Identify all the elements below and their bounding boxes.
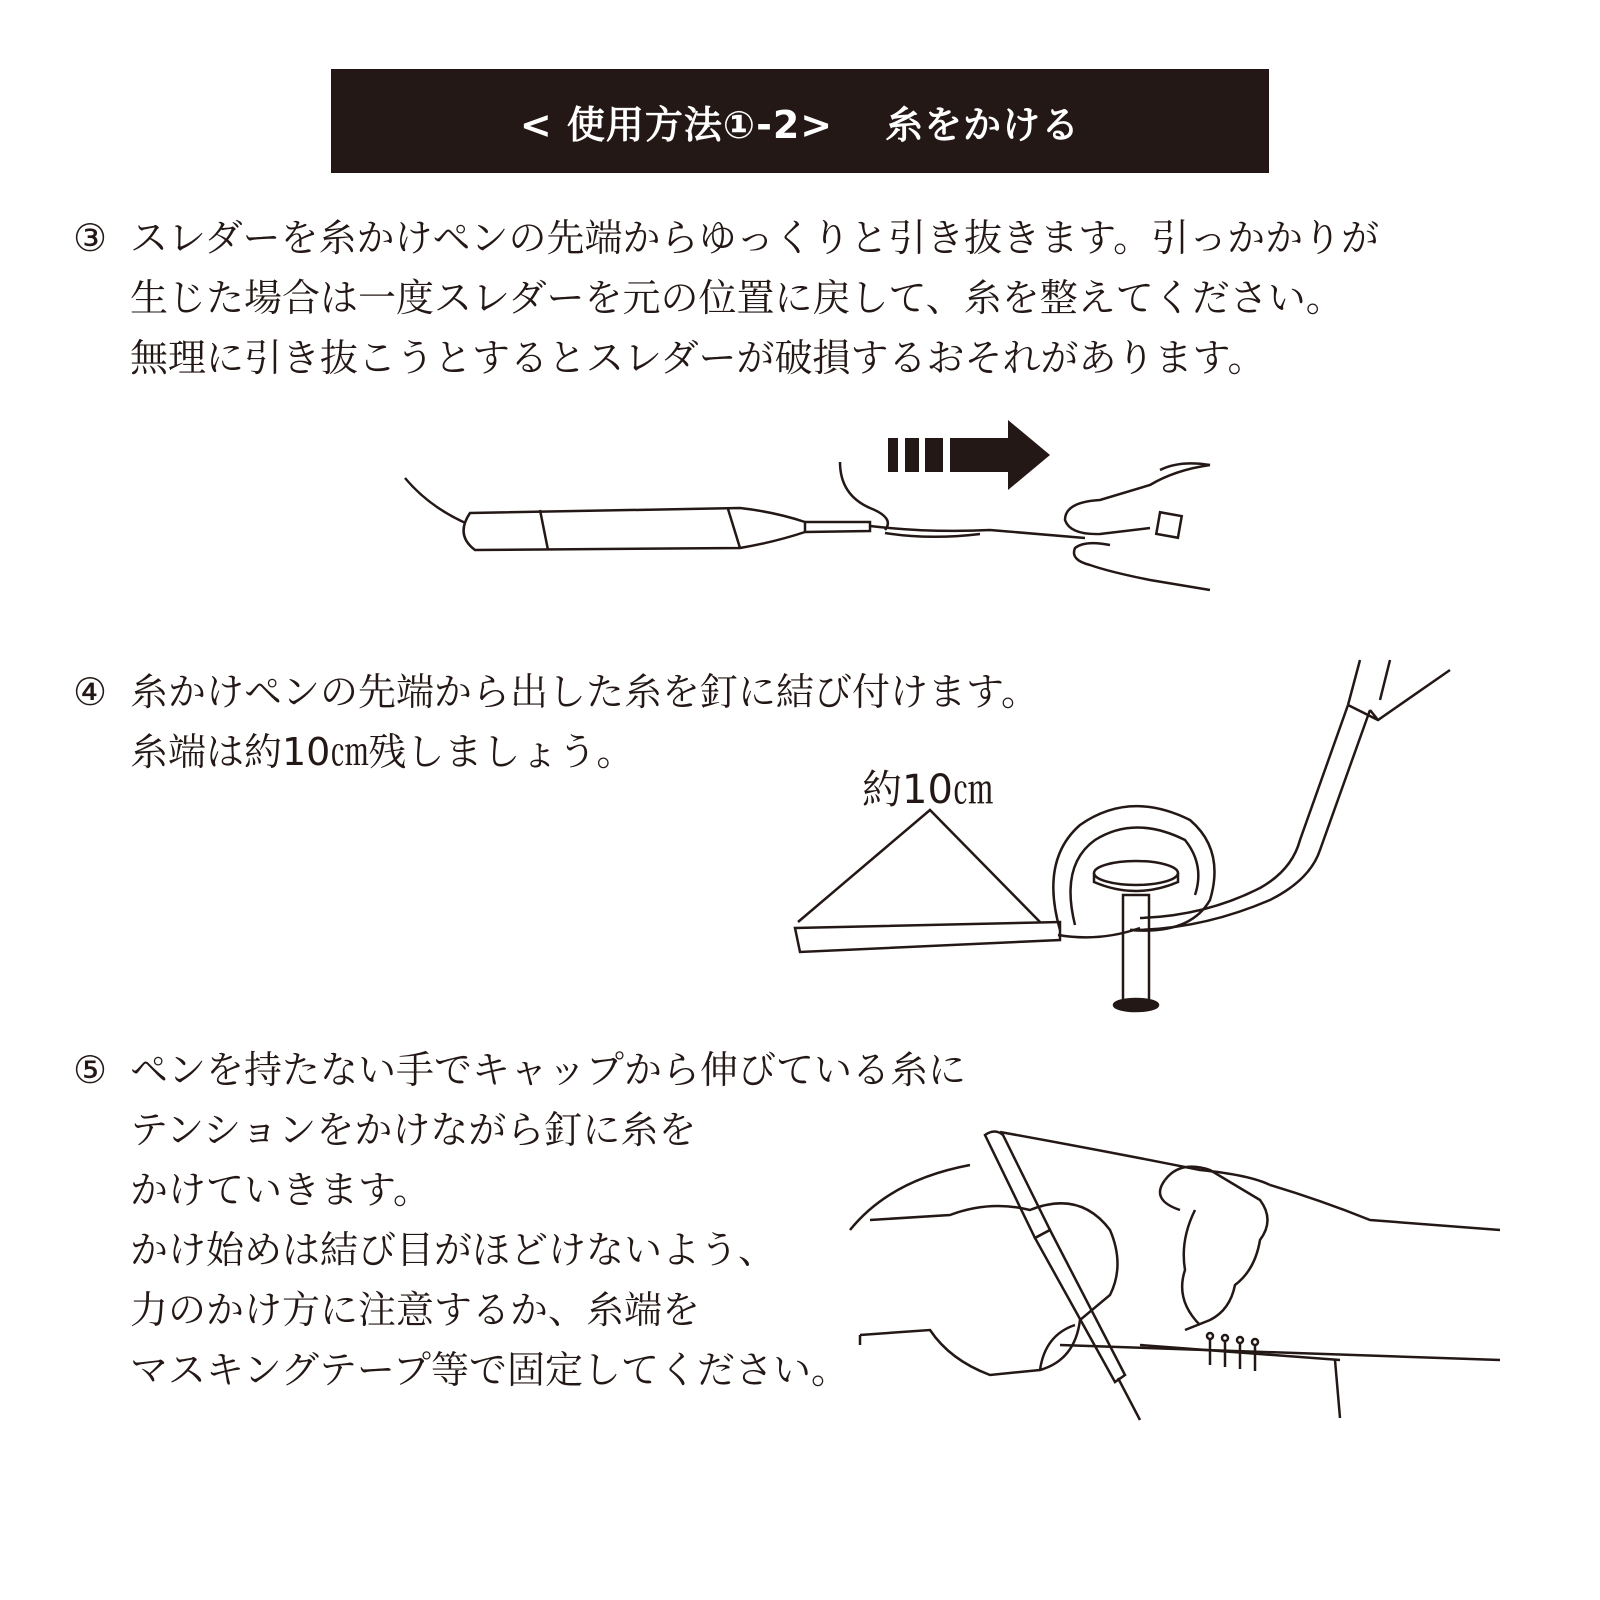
hand-icon [850,1165,1118,1375]
step-text-line: かけ始めは結び目がほどけないよう、 [130,1228,777,1272]
step-3 [68,208,1468,388]
step-text-line: 力のかけ方に注意するか、糸端を [130,1288,701,1332]
threader-pull-illustration [0,400,1600,620]
hand-icon [1065,463,1210,590]
step-text-line: テンションをかけながら釘に糸を [130,1108,697,1152]
nail-knot-illustration [0,660,1600,1040]
step-number: ④ [72,670,108,714]
step-text-line: 糸端は約10㎝残しましょう。 [130,730,635,774]
section-title: < 使用方法①-2> [519,102,834,147]
step-text-line: 糸かけペンの先端から出した糸を釘に結び付けます。 [130,670,1039,714]
section-subtitle: 糸をかける [885,102,1081,147]
step-text-line: 生じた場合は一度スレダーを元の位置に戻して、糸を整えてください。 [130,276,1344,320]
length-label: 約10㎝ [862,767,993,813]
step-number: ③ [72,216,108,260]
section-header [331,69,1269,173]
hands-threading-illustration [0,1120,1600,1440]
step-text-line: 無理に引き抜こうとするとスレダーが破損するおそれがあります。 [130,336,1266,380]
arrow-right-icon [888,420,1050,490]
step-text-line: かけていきます。 [130,1168,431,1212]
step-number: ⑤ [72,1048,108,1092]
hand-icon [1160,1167,1500,1330]
step-text-line: ペンを持たない手でキャップから伸びている糸に [130,1048,967,1092]
step-text-line: マスキングテープ等で固定してください。 [130,1348,849,1392]
step-text [130,208,1379,388]
step-text-line: スレダーを糸かけペンの先端からゆっくりと引き抜きます。引っかかりが [130,216,1380,260]
